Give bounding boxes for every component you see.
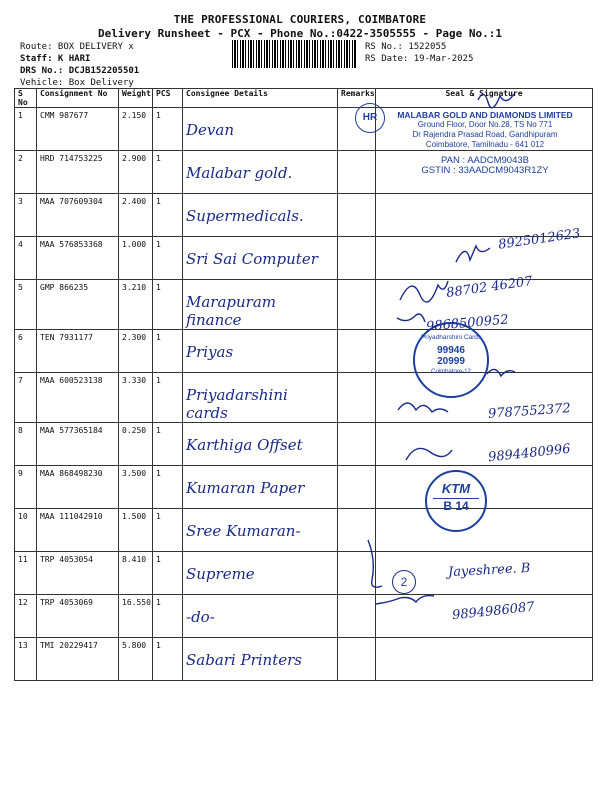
- col-header: Remarks: [338, 89, 376, 108]
- priyadharshini-city: Coimbatore-12: [431, 369, 471, 375]
- consignment-cell: MAA 707609304: [37, 194, 119, 237]
- pcs-cell: 1: [153, 237, 183, 280]
- weight-cell: 3.330: [119, 373, 153, 423]
- sno-cell: 5: [15, 280, 37, 330]
- consignee-handwritten: Sri Sai Computer: [186, 250, 318, 268]
- rs-no-text: RS No.: 1522055: [365, 42, 447, 52]
- consignee-handwritten: Devan: [186, 121, 234, 139]
- scribble-row9: [406, 448, 452, 460]
- pcs-cell: 1: [153, 423, 183, 466]
- col-header: Consignee Details: [183, 89, 338, 108]
- rs-date-text: RS Date: 19-Mar-2025: [365, 54, 474, 64]
- consignee-handwritten: Supreme: [186, 565, 255, 583]
- sno-cell: 8: [15, 423, 37, 466]
- scribble-row8: [398, 403, 448, 412]
- weight-cell: 3.500: [119, 466, 153, 509]
- priyadharshini-phone1: 99946: [437, 345, 465, 356]
- consignee-handwritten: Sabari Printers: [186, 651, 302, 669]
- weight-cell: 2.150: [119, 108, 153, 151]
- phone-row5: 88702 46207: [445, 274, 534, 301]
- scribble-row1: [478, 94, 514, 108]
- consignment-cell: TEN 7931177: [37, 330, 119, 373]
- company-title: THE PROFESSIONAL COURIERS, COIMBATORE: [173, 13, 427, 26]
- sno-cell: 9: [15, 466, 37, 509]
- ktm-top: KTM: [441, 481, 471, 496]
- circle-number: 2: [392, 570, 416, 594]
- consignee-handwritten: Supermedicals.: [186, 207, 304, 225]
- weight-cell: 1.000: [119, 237, 153, 280]
- pcs-cell: 1: [153, 194, 183, 237]
- malabar-addr1: Ground Floor, Door No.28, TS No 771: [417, 120, 553, 129]
- sno-cell: 7: [15, 373, 37, 423]
- weight-cell: 2.900: [119, 151, 153, 194]
- route-text: Route: BOX DELIVERY x: [20, 42, 134, 52]
- pcs-cell: 1: [153, 466, 183, 509]
- consignee-handwritten: Malabar gold.: [186, 164, 293, 182]
- sno-cell: 2: [15, 151, 37, 194]
- consignee-handwritten: -do-: [186, 608, 215, 626]
- weight-cell: 2.300: [119, 330, 153, 373]
- consignee-handwritten: Kumaran Paper: [186, 479, 305, 497]
- pcs-cell: 1: [153, 280, 183, 330]
- consignee-handwritten: Priyadarshini cards: [186, 386, 288, 422]
- weight-cell: 16.550: [119, 595, 153, 638]
- consignee-handwritten: Marapuram finance: [186, 293, 277, 329]
- scribble-row5: [400, 281, 448, 302]
- consignee-handwritten: Sree Kumaran-: [186, 522, 301, 540]
- weight-cell: 8.410: [119, 552, 153, 595]
- weight-cell: 5.800: [119, 638, 153, 681]
- scribble-row7: [487, 369, 515, 376]
- consignment-cell: CMM 987677: [37, 108, 119, 151]
- weight-cell: 1.500: [119, 509, 153, 552]
- pcs-cell: 1: [153, 638, 183, 681]
- scribble-row13: [376, 596, 434, 604]
- sno-cell: 6: [15, 330, 37, 373]
- consignment-cell: HRD 714753225: [37, 151, 119, 194]
- pcs-cell: 1: [153, 108, 183, 151]
- scribble-row6: [397, 314, 425, 322]
- priyadharshini-phone2: 20999: [437, 356, 465, 367]
- consignee-handwritten: Priyas: [186, 343, 234, 361]
- sno-cell: 11: [15, 552, 37, 595]
- malabar-addr2: Dr Rajendra Prasad Road, Gandhipuram: [412, 130, 558, 139]
- col-header: Consignment No: [37, 89, 119, 108]
- sno-cell: 13: [15, 638, 37, 681]
- signature-row12: Jayeshree. B: [447, 560, 531, 581]
- consignment-cell: MAA 868498230: [37, 466, 119, 509]
- malabar-addr3: Coimbatore, Tamilnadu - 641 012: [425, 140, 545, 149]
- sno-cell: 12: [15, 595, 37, 638]
- consignment-cell: MAA 577365184: [37, 423, 119, 466]
- col-header: Weight: [119, 89, 153, 108]
- phone-row4: 8925012623: [497, 226, 582, 253]
- pcs-cell: 1: [153, 552, 183, 595]
- phone-row9: 9894480996: [487, 441, 572, 466]
- col-header: Seal & Signature: [376, 89, 593, 108]
- pcs-cell: 1: [153, 595, 183, 638]
- pcs-cell: 1: [153, 509, 183, 552]
- sno-cell: 10: [15, 509, 37, 552]
- consignment-cell: TRP 4053069: [37, 595, 119, 638]
- pcs-cell: 1: [153, 330, 183, 373]
- hr-stamp: HR: [355, 103, 385, 133]
- priyadharshini-name: Priyadharshini Cards: [420, 334, 482, 341]
- consignment-cell: TRP 4053054: [37, 552, 119, 595]
- malabar-pan: PAN : AADCM9043B: [440, 155, 529, 166]
- scribble-row11: [368, 540, 382, 587]
- drs-text: DRS No.: DCJB152205501: [20, 66, 140, 76]
- weight-cell: 3.210: [119, 280, 153, 330]
- phone-row13: 9894986087: [451, 599, 536, 624]
- consignee-handwritten: Karthiga Offset: [186, 436, 303, 454]
- consignment-cell: MAA 576853368: [37, 237, 119, 280]
- malabar-name: MALABAR GOLD AND DIAMONDS LIMITED: [397, 110, 573, 120]
- col-header: S No: [15, 89, 37, 108]
- phone-row6: 9868500952: [425, 312, 510, 335]
- scribble-row4: [456, 246, 490, 262]
- col-header: PCS: [153, 89, 183, 108]
- consignment-cell: GMP 866235: [37, 280, 119, 330]
- malabar-gstin: GSTIN : 33AADCM9043R1ZY: [421, 165, 549, 176]
- consignment-cell: MAA 600523138: [37, 373, 119, 423]
- consignment-cell: MAA 111042910: [37, 509, 119, 552]
- staff-text: Staff: K HARI: [20, 54, 91, 64]
- sno-cell: 4: [15, 237, 37, 280]
- sno-cell: 1: [15, 108, 37, 151]
- ktm-bottom: B 14: [443, 499, 469, 513]
- phone-row8: 9787552372: [487, 401, 572, 422]
- weight-cell: 2.400: [119, 194, 153, 237]
- pcs-cell: 1: [153, 151, 183, 194]
- consignment-cell: TMI 20229417: [37, 638, 119, 681]
- vehicle-text: Vehicle: Box Delivery: [20, 78, 134, 88]
- runsheet-subtitle: Delivery Runsheet - PCX - Phone No.:0422-3505555 - Page No.:1: [98, 27, 502, 40]
- sno-cell: 3: [15, 194, 37, 237]
- pcs-cell: 1: [153, 373, 183, 423]
- weight-cell: 0.250: [119, 423, 153, 466]
